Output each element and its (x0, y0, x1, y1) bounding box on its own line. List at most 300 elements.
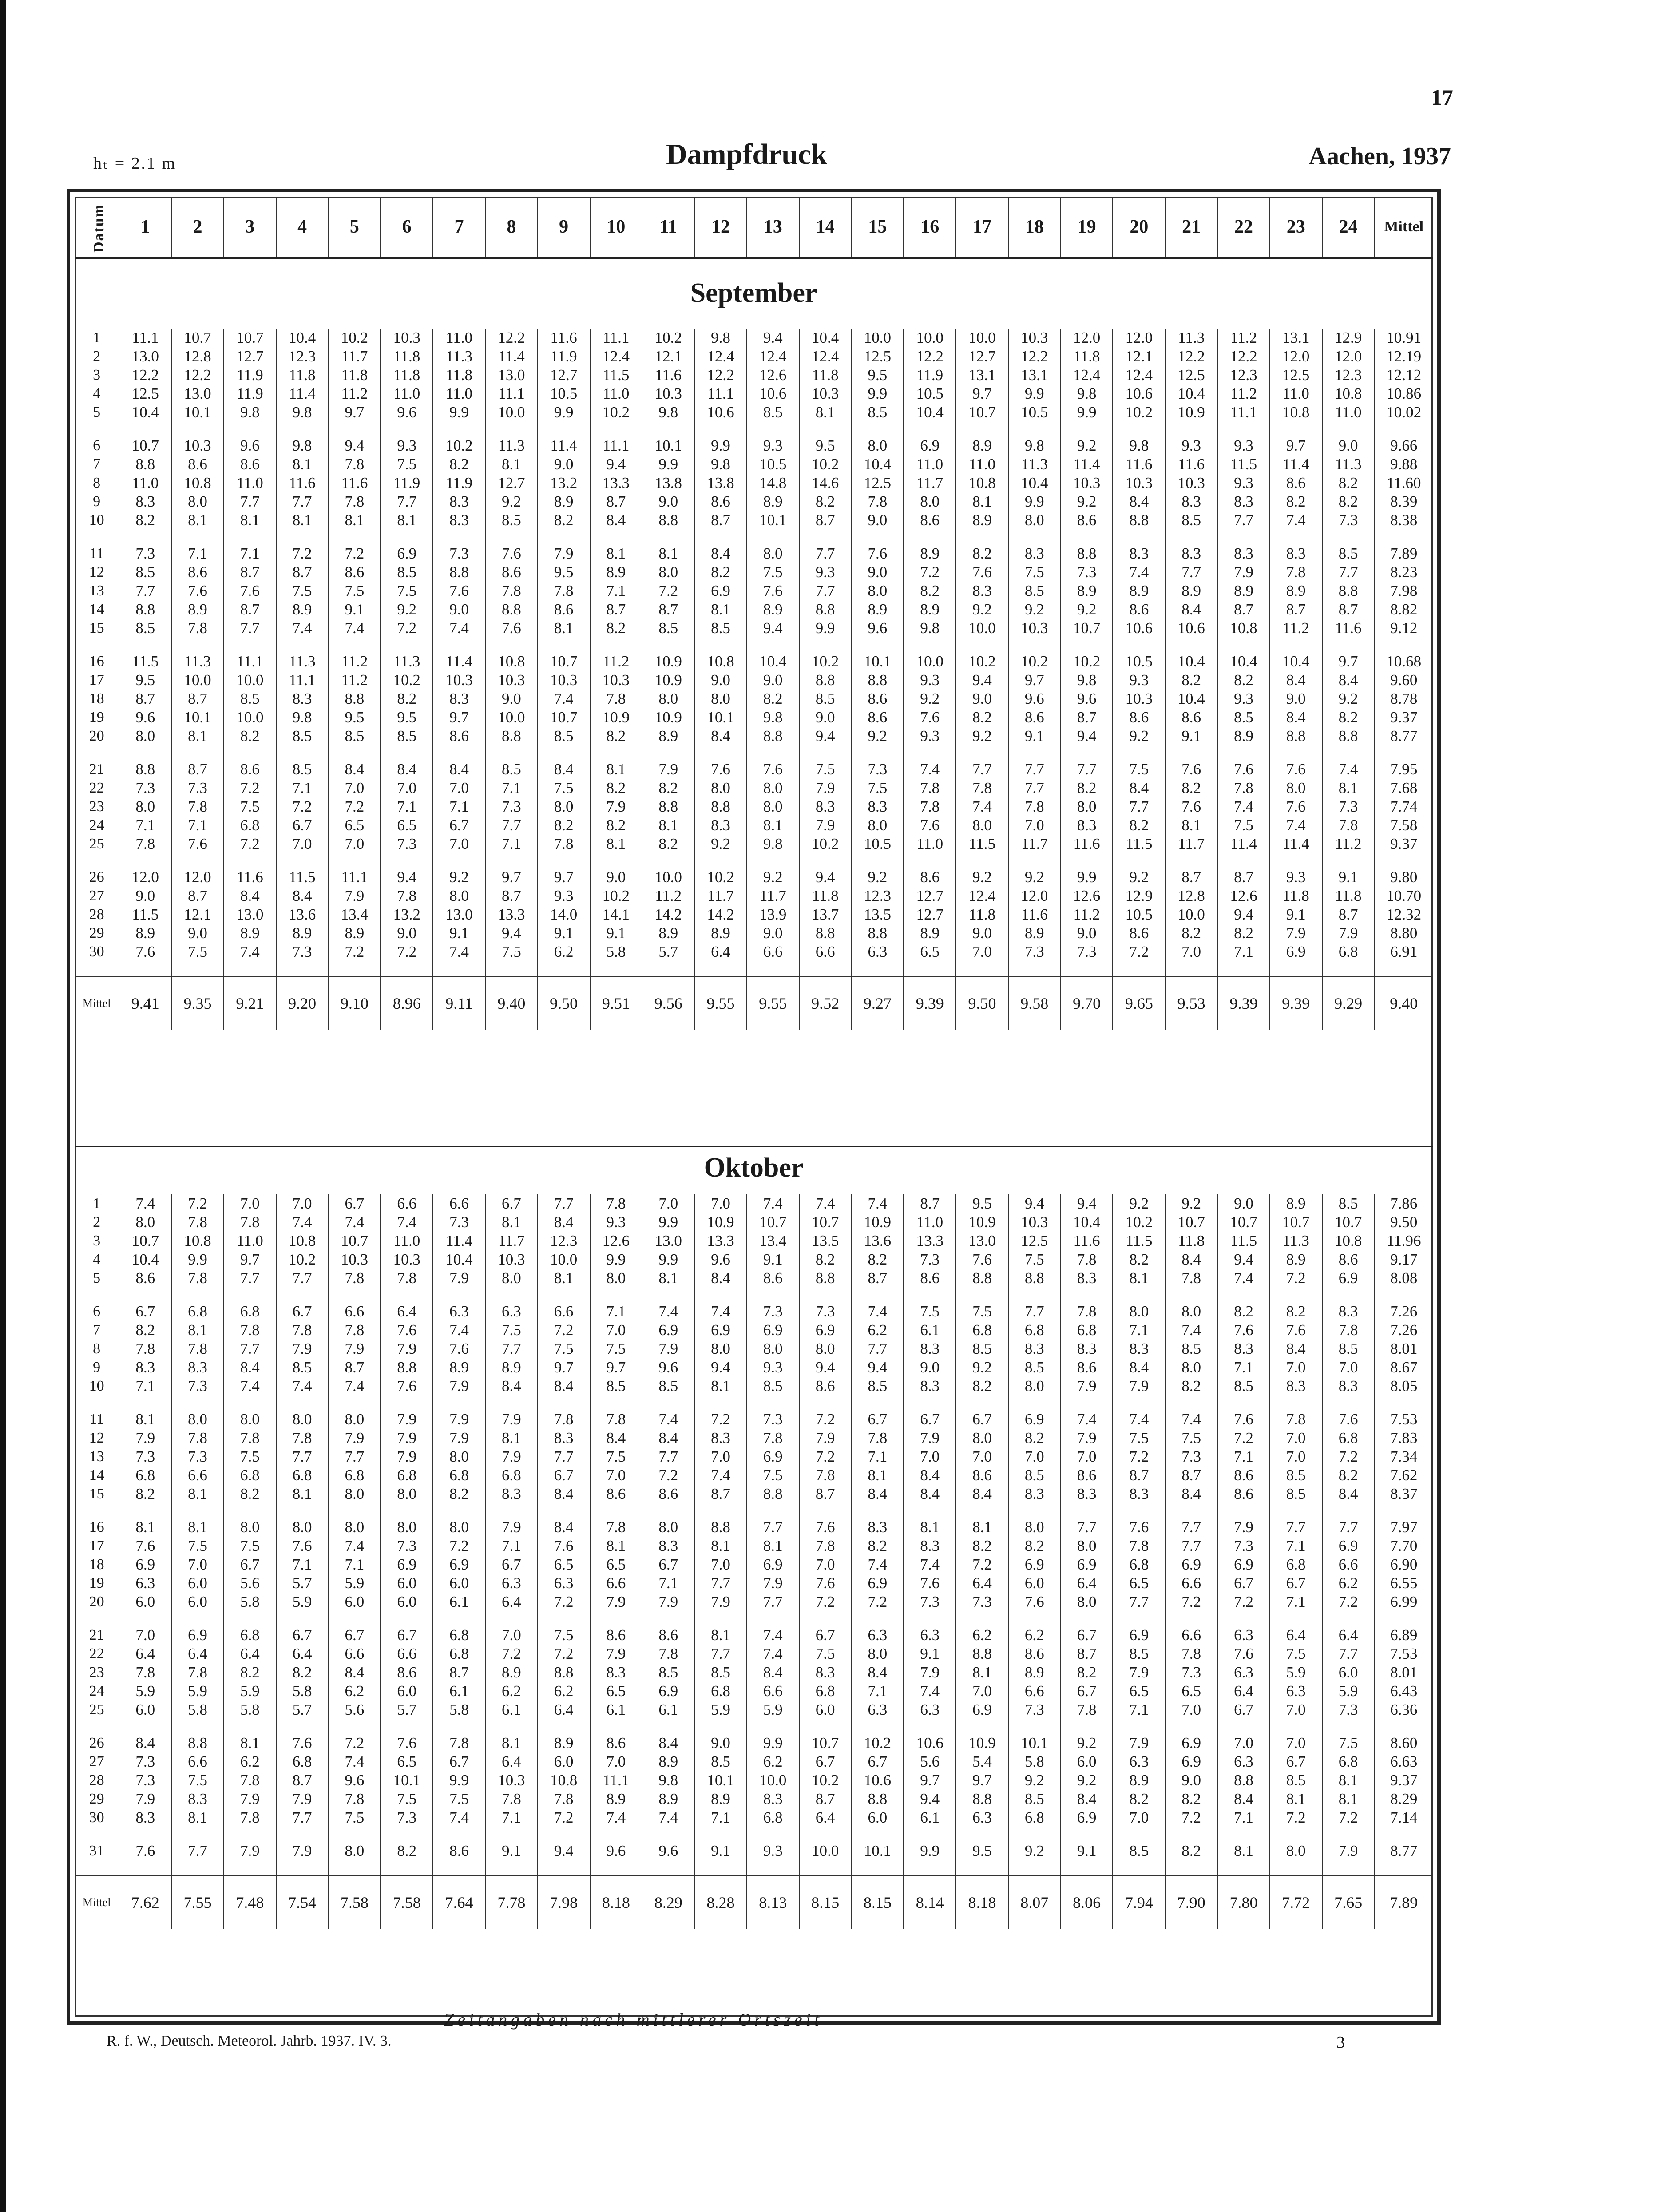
value-cell: 7.9 (276, 1842, 329, 1860)
value-cell: 12.4 (956, 887, 1008, 905)
spacer-cell (276, 1860, 329, 1876)
value-cell: 9.0 (485, 690, 538, 708)
value-cell: 9.8 (642, 403, 694, 422)
value-cell: 12.6 (747, 366, 799, 385)
value-cell: 7.3 (1322, 511, 1375, 530)
value-cell: 5.7 (276, 1574, 329, 1593)
value-cell: 7.4 (590, 1808, 642, 1827)
value-cell: 7.3 (1008, 943, 1061, 961)
header-hour: 23 (1270, 197, 1322, 258)
value-cell: 13.5 (852, 905, 904, 924)
value-cell: 7.4 (119, 1194, 171, 1213)
value-cell: 7.3 (1165, 1447, 1217, 1466)
spacer-cell (1322, 1503, 1375, 1518)
spacer-cell (329, 1827, 381, 1842)
spacer-cell (329, 1611, 381, 1626)
value-cell: 8.2 (694, 563, 747, 582)
value-cell: 7.1 (694, 1808, 747, 1827)
spacer-cell (119, 1827, 171, 1842)
value-cell: 9.4 (538, 1842, 590, 1860)
value-cell: 6.7 (1270, 1574, 1322, 1593)
value-cell: 9.3 (590, 1213, 642, 1232)
value-cell: 8.2 (119, 1485, 171, 1503)
spacer-cell (538, 422, 590, 436)
section-divider (75, 1146, 1433, 1147)
value-cell: 11.4 (433, 1232, 485, 1250)
value-cell: 7.1 (381, 797, 433, 816)
spacer-cell (433, 961, 485, 977)
value-cell: 10.2 (799, 1771, 852, 1790)
value-cell: 6.9 (642, 1321, 694, 1340)
hourly-mean-cell: 8.06 (1061, 1876, 1113, 1929)
spacer-cell (852, 530, 904, 544)
table-row (75, 1269, 1433, 1288)
value-cell: 8.1 (276, 511, 329, 530)
value-cell: 11.0 (381, 1232, 433, 1250)
spacer-cell (1374, 1860, 1433, 1876)
group-spacer (75, 1288, 1433, 1302)
daily-mean-cell: 12.19 (1374, 347, 1433, 366)
table-row (75, 760, 1433, 779)
spacer-cell (1061, 1503, 1113, 1518)
value-cell: 8.2 (1217, 1302, 1270, 1321)
value-cell: 7.2 (538, 1645, 590, 1663)
value-cell: 9.4 (747, 619, 799, 638)
spacer-cell (904, 1860, 956, 1876)
spacer-cell (119, 745, 171, 760)
value-cell: 7.6 (485, 619, 538, 638)
value-cell: 7.3 (119, 1752, 171, 1771)
value-cell: 8.0 (1061, 797, 1113, 816)
value-cell: 11.5 (1217, 455, 1270, 474)
spacer-cell (852, 1827, 904, 1842)
value-cell: 7.8 (1165, 1269, 1217, 1288)
value-cell: 9.9 (642, 455, 694, 474)
value-cell: 9.7 (956, 385, 1008, 403)
value-cell: 10.3 (1008, 1213, 1061, 1232)
spacer-cell (747, 961, 799, 977)
table-row (75, 1213, 1433, 1232)
value-cell: 9.8 (1061, 385, 1113, 403)
value-cell: 9.2 (852, 868, 904, 887)
value-cell: 8.9 (171, 600, 224, 619)
value-cell: 8.8 (852, 671, 904, 690)
value-cell: 7.9 (224, 1842, 276, 1860)
header-hour: 9 (538, 197, 590, 258)
value-cell: 12.5 (119, 385, 171, 403)
group-spacer (75, 1860, 1433, 1876)
value-cell: 9.0 (642, 492, 694, 511)
header-hour: 7 (433, 197, 485, 258)
value-cell: 9.4 (799, 1358, 852, 1377)
group-spacer (75, 638, 1433, 652)
value-cell: 7.8 (1270, 563, 1322, 582)
spacer-cell (329, 745, 381, 760)
value-cell: 7.9 (1322, 1842, 1375, 1860)
value-cell: 7.8 (381, 887, 433, 905)
value-cell: 11.3 (1008, 455, 1061, 474)
value-cell: 9.9 (1008, 492, 1061, 511)
value-cell: 7.9 (1113, 1734, 1165, 1752)
value-cell: 9.6 (381, 403, 433, 422)
value-cell: 8.2 (276, 1663, 329, 1682)
value-cell: 8.2 (1217, 924, 1270, 943)
value-cell: 10.8 (485, 652, 538, 671)
table-row (75, 924, 1433, 943)
value-cell: 7.0 (956, 1682, 1008, 1701)
value-cell: 8.4 (1270, 1340, 1322, 1358)
value-cell: 6.5 (329, 816, 381, 835)
header-hour: 15 (852, 197, 904, 258)
value-cell: 12.4 (1113, 366, 1165, 385)
spacer-cell (171, 1827, 224, 1842)
value-cell: 7.8 (904, 797, 956, 816)
value-cell: 7.3 (119, 1771, 171, 1790)
table-row (75, 511, 1433, 530)
value-cell: 12.5 (1270, 366, 1322, 385)
value-cell: 8.0 (224, 1410, 276, 1429)
value-cell: 8.6 (224, 760, 276, 779)
value-cell: 7.9 (1322, 924, 1375, 943)
value-cell: 11.1 (485, 385, 538, 403)
value-cell: 6.3 (852, 1701, 904, 1719)
spacer-cell (485, 961, 538, 977)
value-cell: 8.4 (904, 1466, 956, 1485)
value-cell: 6.2 (956, 1626, 1008, 1645)
value-cell: 10.5 (1008, 403, 1061, 422)
value-cell: 8.5 (1322, 1194, 1375, 1213)
value-cell: 11.2 (1322, 835, 1375, 853)
value-cell: 9.2 (1061, 1771, 1113, 1790)
value-cell: 7.3 (119, 544, 171, 563)
value-cell: 10.2 (1113, 1213, 1165, 1232)
value-cell: 8.8 (1061, 544, 1113, 563)
spacer-cell (329, 961, 381, 977)
value-cell: 9.1 (1165, 727, 1217, 745)
value-cell: 9.0 (1061, 924, 1113, 943)
value-cell: 6.8 (1008, 1321, 1061, 1340)
value-cell: 8.1 (1322, 1790, 1375, 1808)
value-cell: 9.4 (1217, 905, 1270, 924)
value-cell: 6.9 (1322, 1269, 1375, 1288)
value-cell: 8.1 (904, 1518, 956, 1537)
value-cell: 11.9 (433, 474, 485, 492)
spacer-cell (276, 1395, 329, 1410)
value-cell: 8.9 (224, 924, 276, 943)
hourly-mean-cell: 8.14 (904, 1876, 956, 1929)
value-cell: 7.5 (485, 943, 538, 961)
value-cell: 8.0 (642, 690, 694, 708)
value-cell: 7.6 (904, 1574, 956, 1593)
spacer-cell (75, 638, 119, 652)
value-cell: 8.7 (1217, 868, 1270, 887)
spacer-cell (1008, 745, 1061, 760)
value-cell: 8.1 (224, 511, 276, 530)
table-row (75, 1663, 1433, 1682)
value-cell: 7.1 (171, 544, 224, 563)
value-cell: 7.7 (1165, 1537, 1217, 1555)
value-cell: 8.3 (1270, 544, 1322, 563)
value-cell: 7.2 (538, 1593, 590, 1611)
value-cell: 9.4 (1217, 1250, 1270, 1269)
value-cell: 7.3 (747, 1302, 799, 1321)
spacer-cell (171, 1611, 224, 1626)
value-cell: 7.1 (590, 582, 642, 600)
hourly-mean-cell: 9.52 (799, 977, 852, 1030)
spacer-cell (694, 422, 747, 436)
value-cell: 7.9 (694, 1593, 747, 1611)
value-cell: 8.0 (485, 1269, 538, 1288)
value-cell: 8.8 (1270, 727, 1322, 745)
table-row (75, 1537, 1433, 1555)
spacer-cell (381, 1719, 433, 1734)
value-cell: 7.7 (1165, 1518, 1217, 1537)
value-cell: 7.2 (1113, 1447, 1165, 1466)
value-cell: 7.3 (904, 1250, 956, 1269)
value-cell: 10.2 (381, 671, 433, 690)
value-cell: 12.1 (1113, 347, 1165, 366)
spacer-cell (538, 1860, 590, 1876)
spacer-cell (1061, 1611, 1113, 1626)
spacer-cell (1217, 961, 1270, 977)
spacer-cell (224, 1395, 276, 1410)
spacer-cell (485, 745, 538, 760)
value-cell: 10.3 (381, 329, 433, 347)
value-cell: 9.9 (1061, 868, 1113, 887)
value-cell: 7.2 (329, 943, 381, 961)
value-cell: 12.7 (224, 347, 276, 366)
table-row (75, 1447, 1433, 1466)
value-cell: 8.7 (1322, 905, 1375, 924)
spacer-cell (381, 1827, 433, 1842)
value-cell: 8.9 (590, 563, 642, 582)
daily-mean-cell: 10.68 (1374, 652, 1433, 671)
value-cell: 7.9 (381, 1410, 433, 1429)
value-cell: 7.7 (1322, 563, 1375, 582)
value-cell: 7.3 (1165, 1663, 1217, 1682)
value-cell: 8.2 (799, 1250, 852, 1269)
table-row (75, 1232, 1433, 1250)
spacer-cell (956, 1503, 1008, 1518)
spacer-cell (276, 1827, 329, 1842)
value-cell: 7.8 (171, 1340, 224, 1358)
value-cell: 10.0 (485, 403, 538, 422)
day-cell: 26 (89, 1735, 104, 1751)
value-cell: 9.8 (276, 436, 329, 455)
value-cell: 8.1 (590, 760, 642, 779)
day-cell: 6 (93, 437, 101, 454)
group-spacer (75, 961, 1433, 977)
value-cell: 7.7 (276, 1808, 329, 1827)
value-cell: 8.0 (956, 816, 1008, 835)
day-cell: 22 (89, 1645, 104, 1662)
table-row (75, 905, 1433, 924)
value-cell: 7.8 (1008, 797, 1061, 816)
value-cell: 8.7 (852, 1269, 904, 1288)
value-cell: 8.4 (694, 1269, 747, 1288)
value-cell: 7.9 (485, 1518, 538, 1537)
value-cell: 10.9 (956, 1734, 1008, 1752)
spacer-cell (1217, 1719, 1270, 1734)
value-cell: 7.4 (747, 1194, 799, 1213)
day-cell: 1 (93, 329, 101, 346)
value-cell: 8.6 (1113, 600, 1165, 619)
spacer-cell (224, 1860, 276, 1876)
spacer-cell (642, 530, 694, 544)
value-cell: 7.6 (381, 1377, 433, 1395)
daily-mean-cell: 8.78 (1374, 690, 1433, 708)
value-cell: 11.0 (904, 455, 956, 474)
value-cell: 7.3 (852, 760, 904, 779)
spacer-cell (329, 638, 381, 652)
hourly-mean-cell: 9.41 (119, 977, 171, 1030)
value-cell: 8.8 (119, 600, 171, 619)
value-cell: 9.8 (694, 329, 747, 347)
value-cell: 8.0 (956, 1429, 1008, 1447)
spacer-cell (747, 1719, 799, 1734)
value-cell: 7.4 (694, 1302, 747, 1321)
value-cell: 6.2 (329, 1682, 381, 1701)
value-cell: 11.2 (1217, 385, 1270, 403)
value-cell: 8.2 (642, 779, 694, 797)
value-cell: 7.3 (1061, 943, 1113, 961)
spacer-cell (956, 1611, 1008, 1626)
spacer-cell (485, 1860, 538, 1876)
value-cell: 10.4 (747, 652, 799, 671)
value-cell: 7.9 (904, 1429, 956, 1447)
value-cell: 7.2 (1217, 1593, 1270, 1611)
spacer-cell (224, 1288, 276, 1302)
value-cell: 5.8 (224, 1701, 276, 1719)
value-cell: 10.7 (1270, 1213, 1322, 1232)
spacer-cell (1270, 853, 1322, 868)
value-cell: 6.0 (381, 1682, 433, 1701)
value-cell: 9.1 (1008, 727, 1061, 745)
value-cell: 8.1 (538, 619, 590, 638)
spacer-cell (1061, 638, 1113, 652)
value-cell: 9.4 (852, 1358, 904, 1377)
value-cell: 8.3 (1113, 1340, 1165, 1358)
spacer-cell (1270, 745, 1322, 760)
value-cell: 8.6 (642, 1626, 694, 1645)
value-cell: 12.4 (590, 347, 642, 366)
value-cell: 9.3 (1113, 671, 1165, 690)
spacer-cell (329, 853, 381, 868)
value-cell: 11.1 (119, 329, 171, 347)
value-cell: 6.2 (1008, 1626, 1061, 1645)
value-cell: 8.9 (1165, 582, 1217, 600)
spacer-cell (904, 638, 956, 652)
hourly-mean-cell: 7.98 (538, 1876, 590, 1929)
value-cell: 6.9 (747, 1555, 799, 1574)
value-cell: 6.7 (538, 1466, 590, 1485)
value-cell: 7.3 (1217, 1537, 1270, 1555)
value-cell: 7.4 (276, 619, 329, 638)
value-cell: 6.6 (590, 1574, 642, 1593)
spacer-cell (694, 638, 747, 652)
value-cell: 8.7 (433, 1663, 485, 1682)
spacer-cell (1113, 1860, 1165, 1876)
value-cell: 8.4 (381, 760, 433, 779)
value-cell: 10.7 (538, 708, 590, 727)
value-cell: 11.5 (119, 652, 171, 671)
spacer-cell (433, 638, 485, 652)
spacer-cell (1322, 1288, 1375, 1302)
spacer-cell (276, 1288, 329, 1302)
value-cell: 7.7 (747, 1518, 799, 1537)
header-hour: 14 (799, 197, 852, 258)
spacer-cell (224, 422, 276, 436)
value-cell: 7.2 (1322, 1808, 1375, 1827)
value-cell: 9.9 (852, 385, 904, 403)
spacer-cell (485, 1395, 538, 1410)
value-cell: 7.0 (224, 1194, 276, 1213)
daily-mean-cell: 10.02 (1374, 403, 1433, 422)
value-cell: 8.2 (1165, 924, 1217, 943)
spacer-cell (1374, 1288, 1433, 1302)
value-cell: 9.5 (956, 1194, 1008, 1213)
value-cell: 10.3 (485, 1250, 538, 1269)
value-cell: 6.1 (433, 1682, 485, 1701)
header-hour: 2 (171, 197, 224, 258)
value-cell: 7.2 (276, 797, 329, 816)
spacer-cell (381, 745, 433, 760)
value-cell: 11.6 (1061, 1232, 1113, 1250)
hourly-mean-cell: 9.39 (904, 977, 956, 1030)
value-cell: 10.7 (171, 329, 224, 347)
value-cell: 8.1 (694, 600, 747, 619)
value-cell: 7.3 (381, 835, 433, 853)
spacer-cell (642, 1503, 694, 1518)
value-cell: 6.7 (433, 1752, 485, 1771)
value-cell: 8.4 (538, 760, 590, 779)
daily-mean-cell: 12.12 (1374, 366, 1433, 385)
value-cell: 7.8 (171, 1663, 224, 1682)
value-cell: 7.4 (1165, 1321, 1217, 1340)
value-cell: 7.6 (381, 1321, 433, 1340)
value-cell: 6.8 (956, 1321, 1008, 1340)
spacer-cell (1113, 1827, 1165, 1842)
value-cell: 7.6 (171, 582, 224, 600)
value-cell: 8.2 (1113, 816, 1165, 835)
value-cell: 7.9 (642, 760, 694, 779)
value-cell: 11.8 (329, 366, 381, 385)
value-cell: 6.5 (590, 1682, 642, 1701)
value-cell: 11.3 (1165, 329, 1217, 347)
value-cell: 10.1 (642, 436, 694, 455)
spacer-cell (329, 1860, 381, 1876)
value-cell: 6.7 (485, 1555, 538, 1574)
value-cell: 10.9 (642, 652, 694, 671)
value-cell: 9.5 (119, 671, 171, 690)
value-cell: 8.3 (1270, 1377, 1322, 1395)
value-cell: 11.6 (276, 474, 329, 492)
value-cell: 8.3 (433, 690, 485, 708)
value-cell: 8.0 (433, 887, 485, 905)
spacer-cell (276, 638, 329, 652)
section-title-oktober: Oktober (704, 1153, 804, 1183)
value-cell: 8.9 (694, 1790, 747, 1808)
value-cell: 7.9 (590, 1645, 642, 1663)
spacer-cell (171, 422, 224, 436)
value-cell: 6.9 (747, 1447, 799, 1466)
spacer-cell (1165, 422, 1217, 436)
value-cell: 9.3 (1217, 436, 1270, 455)
value-cell: 8.3 (1008, 1485, 1061, 1503)
value-cell: 8.0 (694, 779, 747, 797)
value-cell: 8.6 (1061, 511, 1113, 530)
spacer-cell (852, 638, 904, 652)
